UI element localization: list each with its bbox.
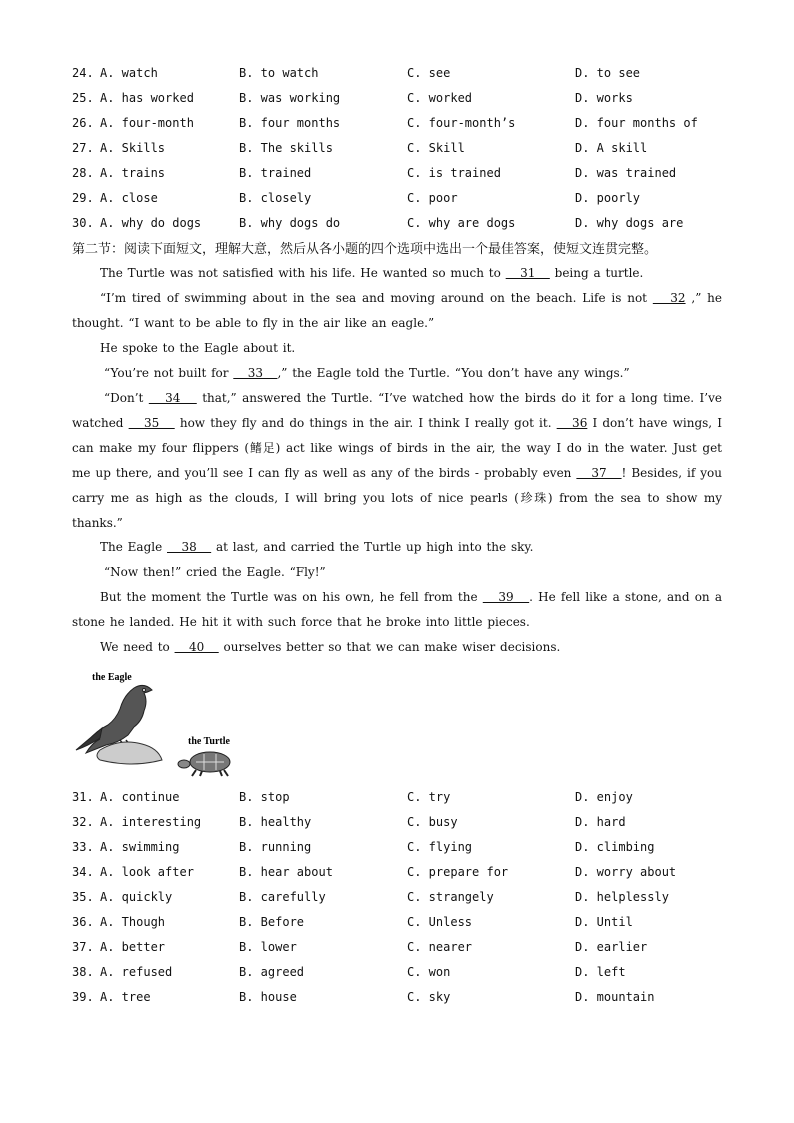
question-number: 25.: [72, 91, 94, 105]
passage-paragraph-5: [72, 386, 722, 536]
option-b: B. The skills: [239, 141, 333, 155]
option-b: B. agreed: [239, 965, 305, 979]
option-a: A. look after: [100, 865, 194, 879]
option-c: C. poor: [407, 191, 458, 205]
blank-32: 32: [652, 291, 686, 305]
blank-38: 38: [167, 540, 212, 554]
question-number: 28.: [72, 166, 94, 180]
option-d: D. A skill: [575, 141, 648, 155]
option-d: D. Until: [575, 915, 633, 929]
question-row: [72, 66, 752, 86]
option-a: A. refused: [100, 965, 173, 979]
question-row: [72, 191, 752, 211]
option-c: C. see: [407, 66, 451, 80]
passage-text: “Don’t: [104, 391, 149, 405]
passage-text: being a turtle.: [549, 266, 644, 280]
option-c: C. prepare for: [407, 865, 509, 879]
option-b: B. healthy: [239, 815, 312, 829]
blank-39: 39: [482, 590, 530, 604]
option-b: B. closely: [239, 191, 312, 205]
question-row: [72, 890, 752, 910]
passage-text: how they fly and do things in the air. I think I really got it.: [174, 416, 557, 430]
question-row: [72, 940, 752, 960]
passage-text: that,” answered the Turtle. “I’ve watched how the birds do it for a long time. I’ve watched: [72, 391, 722, 430]
passage-text: The Eagle: [100, 540, 167, 554]
turtle-drawing: [178, 752, 230, 776]
eagle-label: the Eagle: [92, 672, 132, 683]
option-c: C. four-month’s: [407, 116, 516, 130]
passage-text: But the moment the Turtle was on his own, he fell from the: [100, 590, 483, 604]
option-c: C. flying: [407, 840, 473, 854]
question-number: 39.: [72, 990, 94, 1004]
question-number: 36.: [72, 915, 94, 929]
passage-text: ,” he thought. “I want to be able to fly in the air like an eagle.”: [72, 291, 722, 330]
question-number: 31.: [72, 790, 94, 804]
question-row: [72, 91, 752, 111]
question-number: 37.: [72, 940, 94, 954]
question-number: 33.: [72, 840, 94, 854]
question-row: [72, 990, 752, 1010]
question-number: 35.: [72, 890, 94, 904]
question-number: 27.: [72, 141, 94, 155]
option-a: A. quickly: [100, 890, 173, 904]
question-number: 32.: [72, 815, 94, 829]
passage-paragraph-9: [72, 635, 722, 660]
option-c: C. nearer: [407, 940, 473, 954]
option-c: C. is trained: [407, 166, 501, 180]
option-b: B. why dogs do: [239, 216, 341, 230]
turtle-label: the Turtle: [188, 736, 230, 747]
option-d: D. was trained: [575, 166, 677, 180]
question-row: [72, 790, 752, 810]
blank-36: 36: [556, 416, 588, 430]
option-d: D. four months of: [575, 116, 698, 130]
option-c: C. Skill: [407, 141, 465, 155]
question-number: 24.: [72, 66, 94, 80]
question-row: [72, 865, 752, 885]
option-d: D. works: [575, 91, 633, 105]
option-b: B. four months: [239, 116, 341, 130]
option-d: D. earlier: [575, 940, 648, 954]
question-row: [72, 915, 752, 935]
option-a: A. continue: [100, 790, 180, 804]
option-a: A. trains: [100, 166, 166, 180]
question-row: [72, 815, 752, 835]
passage-text: We need to: [100, 640, 175, 654]
option-d: D. poorly: [575, 191, 641, 205]
option-d: D. helplessly: [575, 890, 669, 904]
question-number: 30.: [72, 216, 94, 230]
option-b: B. running: [239, 840, 312, 854]
option-a: A. tree: [100, 990, 151, 1004]
passage-text: The Turtle was not satisfied with his life. He wanted so much to: [100, 266, 506, 280]
option-d: D. enjoy: [575, 790, 633, 804]
option-d: D. worry about: [575, 865, 677, 879]
blank-34: 34: [148, 391, 197, 405]
passage-paragraph-7: “Now then!” cried the Eagle. “Fly!”: [104, 565, 326, 579]
option-a: A. watch: [100, 66, 158, 80]
question-row: [72, 116, 752, 136]
blank-35: 35: [128, 416, 175, 430]
passage-paragraph-3: He spoke to the Eagle about it.: [100, 341, 296, 355]
passage-text: at last, and carried the Turtle up high into the sky.: [211, 540, 534, 554]
question-number: 29.: [72, 191, 94, 205]
option-a: A. why do dogs: [100, 216, 202, 230]
passage-paragraph-6: [72, 535, 722, 560]
option-b: B. lower: [239, 940, 297, 954]
passage-paragraph-1: [72, 261, 722, 286]
option-a: A. has worked: [100, 91, 194, 105]
option-c: C. why are dogs: [407, 216, 516, 230]
option-b: B. hear about: [239, 865, 333, 879]
option-d: D. left: [575, 965, 626, 979]
blank-37: 37: [576, 466, 622, 480]
option-a: A. swimming: [100, 840, 180, 854]
option-c: C. won: [407, 965, 451, 979]
passage-text: . He fell like a stone, and on a stone he landed. He hit it with such force that he broke into little pieces.: [72, 590, 722, 629]
passage-text: I don’t have wings, I can make my four flippers (鳍足) act like wings of birds in the air, the way I do in the water. Just get me up there, and you’ll see I can fly as well as any of the birds - probably even: [72, 416, 722, 480]
option-d: D. mountain: [575, 990, 655, 1004]
passage-text: ! Besides, if you carry me as high as the clouds, I will bring you lots of nice pearls (珍珠) from the sea to show my thanks.”: [72, 466, 722, 530]
option-b: B. was working: [239, 91, 341, 105]
option-b: B. house: [239, 990, 297, 1004]
passage-paragraph-4: [72, 361, 722, 386]
question-row: [72, 840, 752, 860]
option-c: C. try: [407, 790, 451, 804]
question-number: 26.: [72, 116, 94, 130]
option-a: A. better: [100, 940, 166, 954]
passage-text: ,” the Eagle told the Turtle. “You don’t have any wings.”: [277, 366, 630, 380]
passage-text: “I’m tired of swimming about in the sea and moving around on the beach. Life is not: [100, 291, 653, 305]
question-number: 34.: [72, 865, 94, 879]
passage-text: ourselves better so that we can make wiser decisions.: [218, 640, 561, 654]
option-a: A. interesting: [100, 815, 202, 829]
option-c: C. sky: [407, 990, 451, 1004]
option-b: B. trained: [239, 166, 312, 180]
option-b: B. carefully: [239, 890, 326, 904]
option-a: A. four-month: [100, 116, 194, 130]
question-row: [72, 216, 752, 236]
blank-31: 31: [505, 266, 550, 280]
passage-paragraph-8: [72, 585, 722, 635]
passage-text: “You’re not built for: [104, 366, 234, 380]
blank-33: 33: [233, 366, 278, 380]
question-number: 38.: [72, 965, 94, 979]
option-d: D. why dogs are: [575, 216, 684, 230]
option-b: B. to watch: [239, 66, 319, 80]
option-d: D. to see: [575, 66, 641, 80]
option-d: D. climbing: [575, 840, 655, 854]
eagle-turtle-illustration: [72, 670, 242, 778]
passage-paragraph-2: [72, 286, 722, 336]
option-a: A. Skills: [100, 141, 166, 155]
option-c: C. strangely: [407, 890, 494, 904]
question-row: [72, 166, 752, 186]
option-c: C. Unless: [407, 915, 473, 929]
option-b: B. Before: [239, 915, 305, 929]
option-c: C. worked: [407, 91, 473, 105]
blank-40: 40: [174, 640, 219, 654]
question-row: [72, 141, 752, 161]
option-a: A. close: [100, 191, 158, 205]
option-b: B. stop: [239, 790, 290, 804]
section-heading: 第二节：阅读下面短文，理解大意，然后从各小题的四个选项中选出一个最佳答案，使短文连贯完整。: [72, 242, 658, 257]
option-a: A. Though: [100, 915, 166, 929]
option-c: C. busy: [407, 815, 458, 829]
question-row: [72, 965, 752, 985]
option-d: D. hard: [575, 815, 626, 829]
eagle-drawing: [76, 685, 152, 753]
